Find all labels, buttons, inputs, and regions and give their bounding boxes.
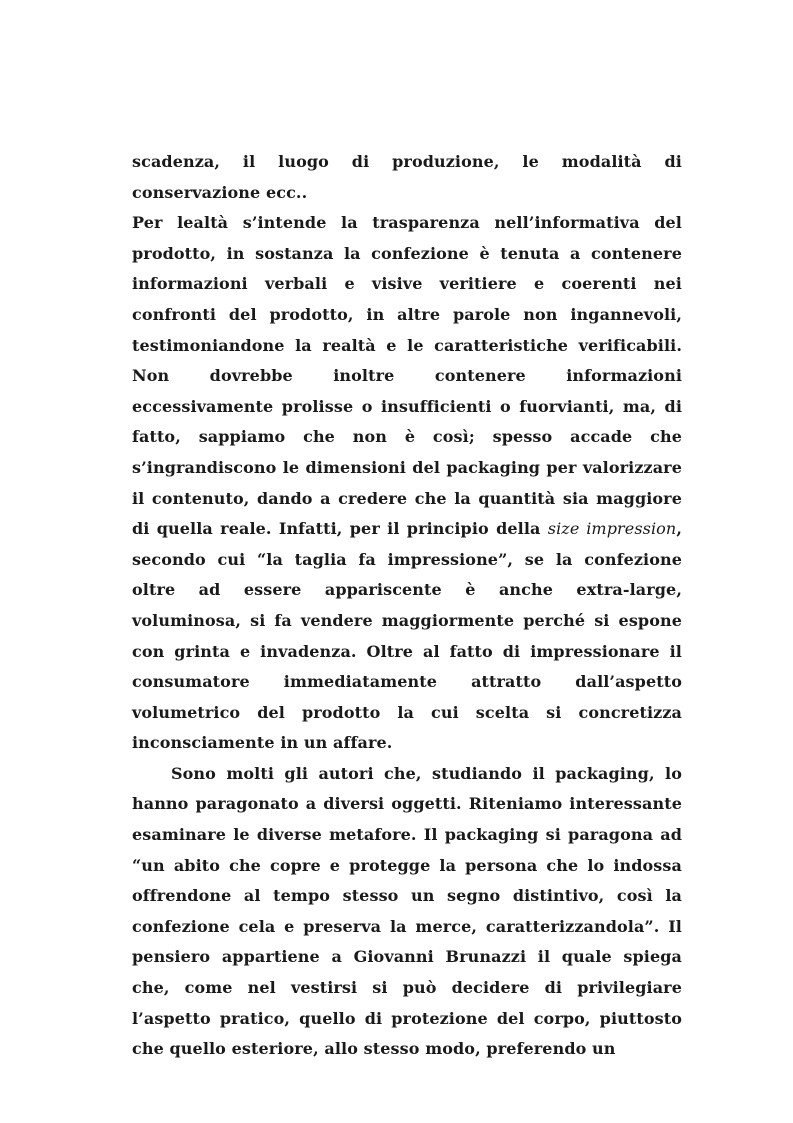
paragraph-lealta-text-part-2: , secondo cui “la taglia fa impressione”, se la confezione oltre ad essere appariscente è anche extra-large, voluminosa, si fa vendere maggiormente perché si espone con grinta e invadenza. Oltre al fatto di impressionare il consumatore immediatamente attratto dall’aspetto volumetrico del prodotto la cui scelta si concretizza inconsciamente in un affare. (132, 519, 682, 753)
paragraph-lealta-text-part-1: Per lealtà s’intende la trasparenza nell’informativa del prodotto, in sostanza la confezione è tenuta a contenere informazioni verbali e visive veritiere e coerenti nei confronti del prodotto, in altre parole non ingannevoli, testimoniandone la realtà e le caratteristiche verificabili. Non dovrebbe inoltre contenere informazioni eccessivamente prolisse o insufficienti o fuorvianti, ma, di fatto, sappiamo che non è così; spesso accade che s’ingrandiscono le dimensioni del packaging per valorizzare il contenuto, dando a credere che la quantità sia maggiore di quella reale. Infatti, per il principio della (132, 213, 682, 539)
body-text (132, 147, 682, 1065)
paragraph-scadenza: scadenza, il luogo di produzione, le modalità di conservazione ecc.. (132, 152, 682, 202)
size-impression-italic: size impression (547, 519, 677, 539)
paragraph-lealta (132, 208, 682, 759)
paragraph-metafore: Sono molti gli autori che, studiando il packaging, lo hanno paragonato a diversi oggetti. Riteniamo interessante esaminare le diverse metafore. Il packaging si paragona ad “un abito che copre e protegge la persona che lo indossa offrendone al tempo stesso un segno distintivo, così la confezione cela e preserva la merce, caratterizzandola”. Il pensiero appartiene a Giovanni Brunazzi il quale spiega che, come nel vestirsi si può decidere di privilegiare l’aspetto pratico, quello di protezione del corpo, piuttosto che quello esteriore, allo stesso modo, preferendo un (132, 763, 682, 1059)
